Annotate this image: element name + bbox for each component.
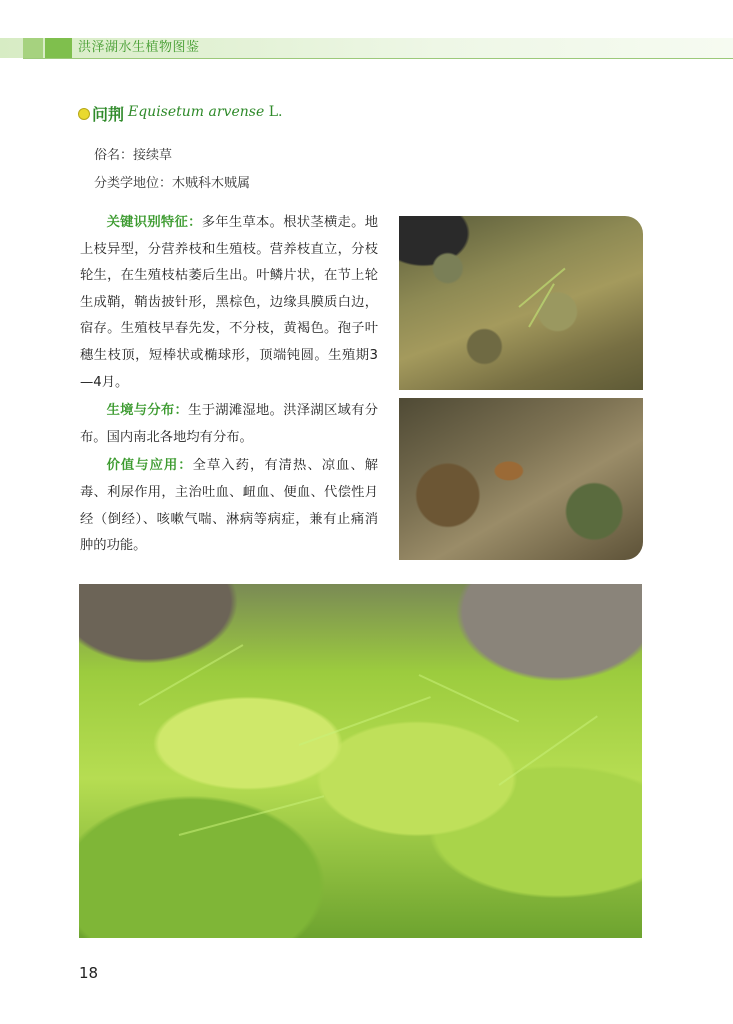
photo-field-colony [79, 584, 642, 938]
section-label: 生境与分布： [106, 403, 189, 419]
photo-sterile-shoot [399, 216, 643, 390]
photo-detail [299, 696, 431, 746]
header-divider [23, 58, 733, 59]
common-name: 俗名：接续草 [94, 148, 173, 163]
section-text: 生于湖滩湿地。洪泽湖区域有分布。国内南北各地均有分布。 [80, 403, 379, 445]
section-habitat [80, 398, 378, 451]
species-name-latin [128, 104, 282, 120]
book-title: 洪泽湖水生植物图鉴 [78, 40, 200, 55]
latin-binomial: Equisetum arvense [128, 104, 265, 120]
species-name-cn: 问荆 [92, 105, 125, 124]
section-uses [80, 453, 378, 559]
photo-fertile-stem [399, 398, 643, 560]
photo-detail [528, 283, 555, 327]
taxonomy: 分类学地位：木贼科木贼属 [94, 176, 251, 191]
photo-detail [498, 715, 597, 785]
header-accent-block-dark [45, 38, 72, 58]
photo-detail [179, 795, 324, 836]
section-label: 关键识别特征： [106, 215, 202, 230]
page-number: 18 [79, 964, 99, 982]
photo-detail [419, 674, 520, 722]
bullet-icon [78, 108, 90, 120]
latin-author: L. [268, 104, 283, 120]
photo-detail [139, 644, 244, 706]
section-text: 全草入药，有清热、凉血、解毒、利尿作用，主治吐血、衄血、便血、代偿性月经（倒经）、咳嗽气喘、淋病等病症，兼有止痛消肿的功能。 [80, 458, 379, 554]
section-identification [80, 210, 378, 396]
section-label: 价值与应用： [106, 458, 193, 474]
description-body [80, 210, 378, 562]
header-accent-block [23, 38, 43, 58]
section-text: 多年生草本。根状茎横走。地上枝异型，分营养枝和生殖枝。营养枝直立，分枝轮生，在生殖枝枯萎后生出。叶鳞片状，在节上轮生成鞘，鞘齿披针形，黑棕色，边缘具膜质白边，宿存。生殖枝早春先发，不分枝，黄褐色。孢子叶穗生枝顶，短棒状或椭球形，顶端钝圆。生殖期3—4月。 [80, 215, 379, 390]
